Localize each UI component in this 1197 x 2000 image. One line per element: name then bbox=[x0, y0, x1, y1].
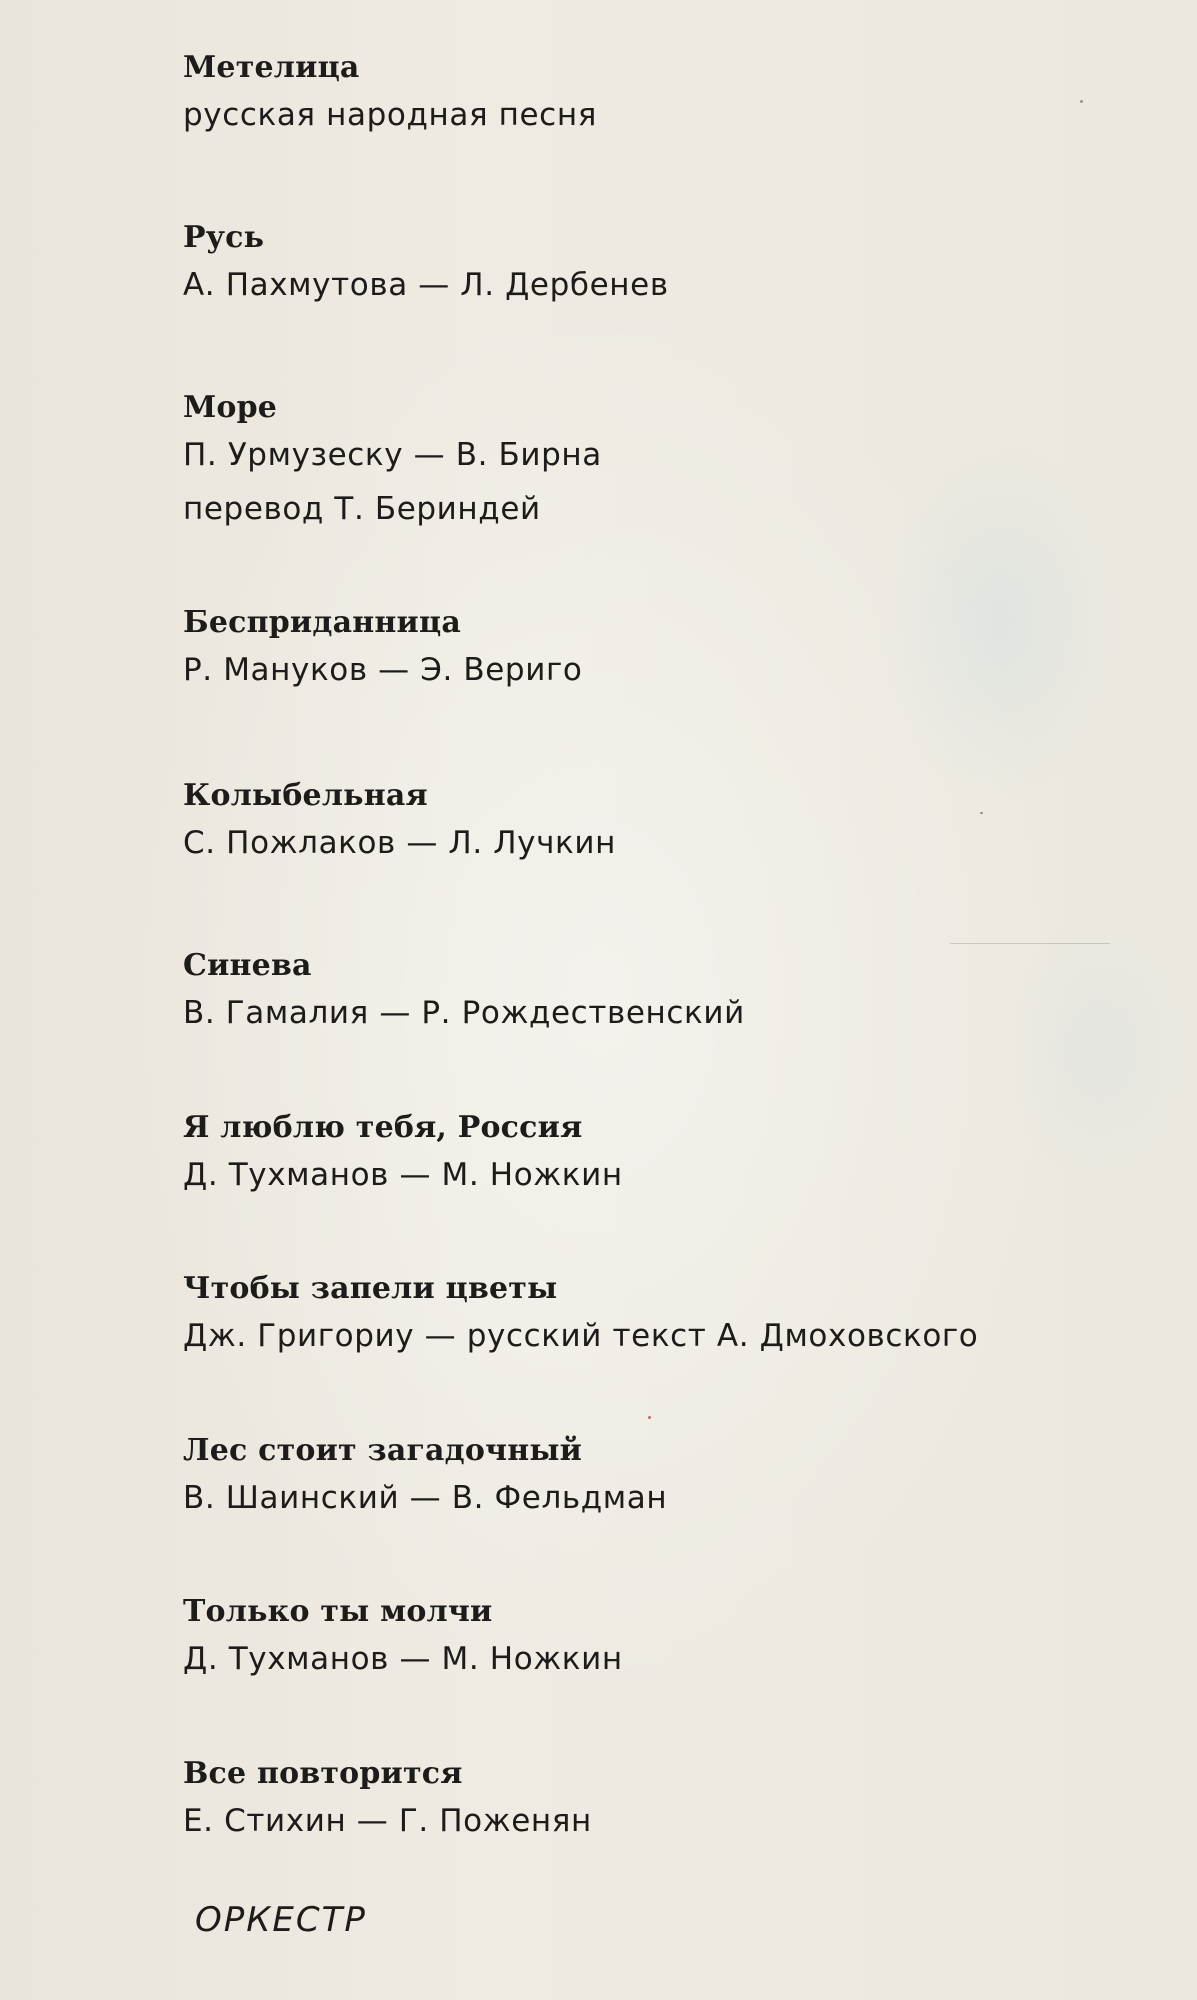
track-credit: А. Пахмутова — Л. Дербенев bbox=[183, 267, 669, 303]
track-entry-1 bbox=[183, 48, 1133, 142]
track-entry-6 bbox=[183, 946, 1133, 1040]
track-credit: В. Гамалия — Р. Рождественский bbox=[183, 995, 745, 1031]
track-entry-9 bbox=[183, 1431, 1133, 1525]
track-title: Колыбельная bbox=[183, 778, 428, 813]
track-title: Бесприданница bbox=[183, 605, 461, 640]
track-credit: Дж. Григориу — русский текст А. Дмоховского bbox=[183, 1318, 979, 1354]
paper-speck bbox=[1080, 100, 1083, 103]
track-entry-11 bbox=[183, 1754, 1133, 1848]
track-title: Все повторится bbox=[183, 1756, 463, 1791]
track-entry-8 bbox=[183, 1269, 1133, 1363]
track-credit: русская народная песня bbox=[183, 97, 597, 133]
paper-crease bbox=[950, 943, 1110, 944]
track-title: Я люблю тебя, Россия bbox=[183, 1110, 583, 1145]
track-title: Метелица bbox=[183, 50, 360, 85]
track-title: Синева bbox=[183, 948, 312, 983]
track-credit: Д. Тухманов — М. Ножкин bbox=[183, 1157, 623, 1193]
track-credit: Д. Тухманов — М. Ножкин bbox=[183, 1641, 623, 1677]
track-entry-7 bbox=[183, 1108, 1133, 1202]
track-credit: С. Пожлаков — Л. Лучкин bbox=[183, 825, 616, 861]
track-entry-10 bbox=[183, 1592, 1133, 1686]
track-credit-translation: перевод Т. Бериндей bbox=[183, 491, 541, 527]
track-title: Только ты молчи bbox=[183, 1594, 493, 1629]
track-entry-3 bbox=[183, 388, 1133, 536]
track-entry-2 bbox=[183, 218, 1133, 312]
footer-label: ОРКЕСТР bbox=[195, 1900, 367, 1940]
track-credit: П. Урмузеску — В. Бирна bbox=[183, 437, 602, 473]
track-title: Русь bbox=[183, 220, 265, 255]
track-credit: Р. Мануков — Э. Вериго bbox=[183, 652, 583, 688]
track-title: Лес стоит загадочный bbox=[183, 1433, 583, 1468]
paper-speck bbox=[980, 812, 983, 814]
track-entry-5 bbox=[183, 776, 1133, 870]
paper-speck bbox=[648, 1416, 651, 1419]
track-title: Чтобы запели цветы bbox=[183, 1271, 558, 1306]
track-title: Море bbox=[183, 390, 278, 425]
track-credit: Е. Стихин — Г. Поженян bbox=[183, 1803, 592, 1839]
track-credit: В. Шаинский — В. Фельдман bbox=[183, 1480, 668, 1516]
track-entry-4 bbox=[183, 603, 1133, 697]
